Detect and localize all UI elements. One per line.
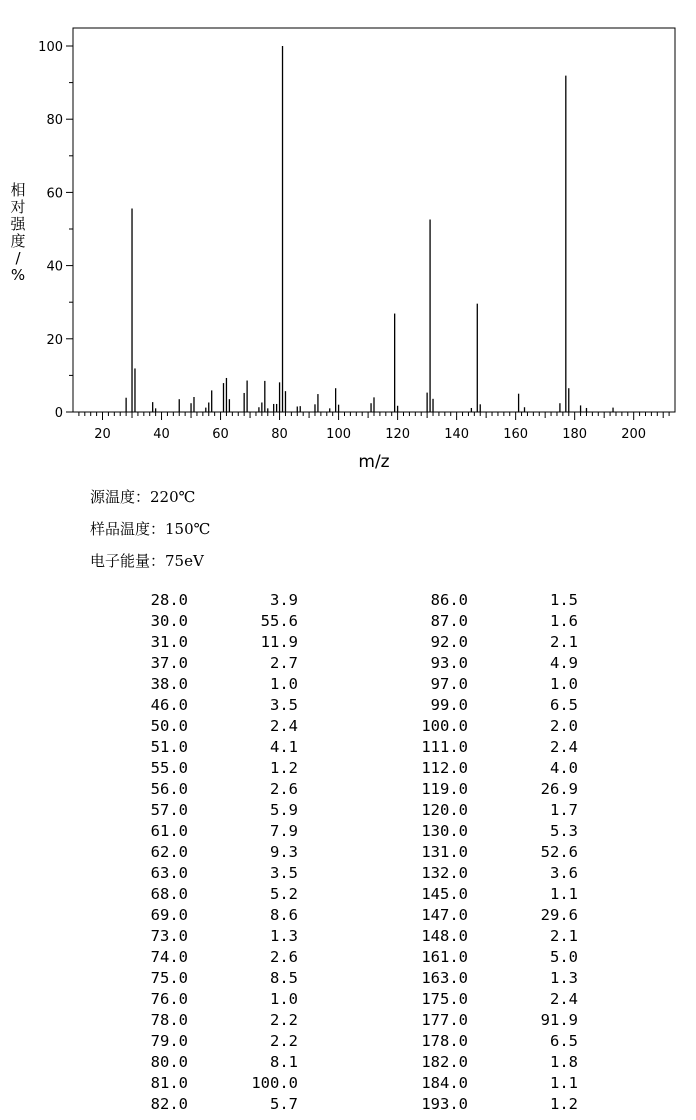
mz-value: 100.0	[421, 717, 468, 735]
table-row	[398, 737, 578, 758]
mz-value: 148.0	[421, 927, 468, 945]
mz-value: 75.0	[150, 969, 188, 987]
abundance-value: 6.5	[550, 1032, 578, 1050]
mz-value: 184.0	[421, 1074, 468, 1092]
table-row	[128, 653, 298, 674]
table-row	[128, 1052, 298, 1073]
y-axis-label-char: /	[15, 249, 21, 267]
mz-value: 56.0	[150, 780, 188, 798]
table-row	[128, 800, 298, 821]
abundance-value: 5.7	[270, 1095, 298, 1113]
mz-value: 93.0	[430, 654, 468, 672]
table-row	[398, 968, 578, 989]
mz-value: 78.0	[150, 1011, 188, 1029]
table-row	[398, 905, 578, 926]
x-axis	[79, 412, 669, 442]
abundance-value: 4.9	[550, 654, 578, 672]
table-row	[398, 1010, 578, 1031]
table-row	[128, 926, 298, 947]
abundance-value: 1.8	[550, 1053, 578, 1071]
table-row	[398, 884, 578, 905]
mz-value: 163.0	[421, 969, 468, 987]
peak-table-right	[398, 590, 578, 1115]
abundance-value: 8.1	[270, 1053, 298, 1071]
mz-value: 175.0	[421, 990, 468, 1008]
x-tick-label: 160	[503, 427, 529, 442]
mz-value: 51.0	[150, 738, 188, 756]
source-temperature: 源温度：220℃	[90, 488, 196, 506]
electron-energy: 电子能量：75eV	[90, 552, 204, 570]
abundance-value: 2.7	[270, 654, 298, 672]
table-row	[398, 800, 578, 821]
table-row	[128, 737, 298, 758]
mz-value: 177.0	[421, 1011, 468, 1029]
mz-value: 76.0	[150, 990, 188, 1008]
mz-value: 50.0	[150, 717, 188, 735]
y-axis-label-char: %	[10, 266, 26, 284]
mz-value: 30.0	[150, 612, 188, 630]
mz-value: 82.0	[150, 1095, 188, 1113]
table-row	[398, 1031, 578, 1052]
abundance-value: 2.1	[550, 633, 578, 651]
mz-value: 61.0	[150, 822, 188, 840]
mz-value: 92.0	[430, 633, 468, 651]
mz-value: 86.0	[430, 591, 468, 609]
table-row	[398, 758, 578, 779]
mz-value: 87.0	[430, 612, 468, 630]
table-row	[128, 947, 298, 968]
table-row	[128, 632, 298, 653]
abundance-value: 1.5	[550, 591, 578, 609]
mz-value: 97.0	[430, 675, 468, 693]
abundance-value: 5.3	[550, 822, 578, 840]
mz-value: 161.0	[421, 948, 468, 966]
y-axis	[38, 40, 73, 421]
mz-value: 31.0	[150, 633, 188, 651]
mz-value: 145.0	[421, 885, 468, 903]
table-row	[128, 821, 298, 842]
mz-value: 55.0	[150, 759, 188, 777]
abundance-value: 2.0	[550, 717, 578, 735]
abundance-value: 2.6	[270, 948, 298, 966]
x-tick-label: 20	[94, 427, 111, 442]
mz-value: 80.0	[150, 1053, 188, 1071]
x-tick-label: 180	[562, 427, 588, 442]
table-row	[128, 695, 298, 716]
abundance-value: 1.0	[270, 990, 298, 1008]
mz-value: 46.0	[150, 696, 188, 714]
table-row	[128, 716, 298, 737]
abundance-value: 1.2	[270, 759, 298, 777]
abundance-value: 2.6	[270, 780, 298, 798]
abundance-value: 9.3	[270, 843, 298, 861]
abundance-value: 1.0	[550, 675, 578, 693]
y-axis-label-char: 对	[10, 198, 26, 216]
table-row	[398, 716, 578, 737]
y-tick-label: 60	[46, 186, 63, 202]
table-row	[398, 1094, 578, 1115]
x-tick-label: 100	[326, 427, 352, 442]
mz-value: 193.0	[421, 1095, 468, 1113]
abundance-value: 2.1	[550, 927, 578, 945]
y-axis-label	[6, 182, 30, 284]
mz-value: 38.0	[150, 675, 188, 693]
abundance-value: 8.6	[270, 906, 298, 924]
abundance-value: 1.3	[550, 969, 578, 987]
table-row	[128, 1010, 298, 1031]
table-row	[128, 905, 298, 926]
table-row	[398, 926, 578, 947]
abundance-value: 91.9	[540, 1011, 578, 1029]
table-row	[128, 842, 298, 863]
table-row	[128, 1031, 298, 1052]
abundance-value: 8.5	[270, 969, 298, 987]
abundance-value: 11.9	[260, 633, 298, 651]
table-row	[398, 653, 578, 674]
abundance-value: 1.1	[550, 1074, 578, 1092]
table-row	[128, 1094, 298, 1115]
abundance-value: 6.5	[550, 696, 578, 714]
mz-value: 74.0	[150, 948, 188, 966]
abundance-value: 26.9	[540, 780, 578, 798]
abundance-value: 1.7	[550, 801, 578, 819]
mz-value: 28.0	[150, 591, 188, 609]
mz-value: 62.0	[150, 843, 188, 861]
peak-table-left	[128, 590, 298, 1115]
peak-series	[126, 46, 613, 412]
table-row	[398, 674, 578, 695]
abundance-value: 29.6	[540, 906, 578, 924]
abundance-value: 2.2	[270, 1011, 298, 1029]
table-row	[398, 1073, 578, 1094]
y-axis-label-char: 相	[10, 181, 26, 199]
x-tick-label: 140	[444, 427, 470, 442]
table-row	[128, 989, 298, 1010]
mz-value: 182.0	[421, 1053, 468, 1071]
y-tick-label: 20	[46, 332, 63, 348]
abundance-value: 3.6	[550, 864, 578, 882]
table-row	[398, 632, 578, 653]
abundance-value: 2.2	[270, 1032, 298, 1050]
table-row	[128, 758, 298, 779]
abundance-value: 5.0	[550, 948, 578, 966]
mz-value: 132.0	[421, 864, 468, 882]
mz-value: 69.0	[150, 906, 188, 924]
table-row	[128, 1073, 298, 1094]
mz-value: 68.0	[150, 885, 188, 903]
table-row	[398, 695, 578, 716]
mz-value: 99.0	[430, 696, 468, 714]
mz-value: 79.0	[150, 1032, 188, 1050]
mz-value: 147.0	[421, 906, 468, 924]
y-tick-label: 0	[54, 406, 63, 421]
abundance-value: 1.3	[270, 927, 298, 945]
abundance-value: 55.6	[260, 612, 298, 630]
table-row	[128, 674, 298, 695]
abundance-value: 5.2	[270, 885, 298, 903]
table-row	[398, 947, 578, 968]
mz-value: 73.0	[150, 927, 188, 945]
abundance-value: 2.4	[270, 717, 298, 735]
abundance-value: 3.5	[270, 696, 298, 714]
y-tick-label: 80	[46, 113, 63, 129]
mz-value: 63.0	[150, 864, 188, 882]
plot-frame	[73, 28, 675, 412]
x-tick-label: 120	[385, 427, 411, 442]
abundance-value: 3.9	[270, 591, 298, 609]
table-row	[398, 842, 578, 863]
abundance-value: 2.4	[550, 990, 578, 1008]
table-row	[398, 590, 578, 611]
mz-value: 57.0	[150, 801, 188, 819]
x-tick-label: 40	[153, 427, 170, 442]
abundance-value: 100.0	[251, 1074, 298, 1092]
abundance-value: 1.2	[550, 1095, 578, 1113]
mz-value: 37.0	[150, 654, 188, 672]
sample-temperature: 样品温度：150℃	[90, 520, 211, 538]
abundance-value: 1.0	[270, 675, 298, 693]
abundance-value: 1.1	[550, 885, 578, 903]
mz-value: 130.0	[421, 822, 468, 840]
x-tick-label: 60	[212, 427, 229, 442]
mz-value: 111.0	[421, 738, 468, 756]
abundance-value: 7.9	[270, 822, 298, 840]
table-row	[128, 779, 298, 800]
table-row	[398, 1052, 578, 1073]
y-axis-label-char: 强	[10, 215, 26, 233]
mass-spectrum-chart	[0, 0, 696, 475]
abundance-value: 1.6	[550, 612, 578, 630]
y-tick-label: 40	[46, 259, 63, 275]
table-row	[398, 779, 578, 800]
abundance-value: 3.5	[270, 864, 298, 882]
table-row	[398, 863, 578, 884]
mz-value: 131.0	[421, 843, 468, 861]
table-row	[398, 611, 578, 632]
table-row	[128, 590, 298, 611]
abundance-value: 5.9	[270, 801, 298, 819]
mz-value: 119.0	[421, 780, 468, 798]
experiment-conditions	[90, 483, 210, 579]
abundance-value: 4.0	[550, 759, 578, 777]
mz-value: 120.0	[421, 801, 468, 819]
x-axis-label: m/z	[358, 452, 390, 472]
abundance-value: 4.1	[270, 738, 298, 756]
table-row	[398, 989, 578, 1010]
mz-value: 112.0	[421, 759, 468, 777]
abundance-value: 2.4	[550, 738, 578, 756]
mz-value: 81.0	[150, 1074, 188, 1092]
mz-value: 178.0	[421, 1032, 468, 1050]
abundance-value: 52.6	[540, 843, 578, 861]
x-tick-label: 80	[271, 427, 288, 442]
y-tick-label: 100	[38, 40, 63, 55]
x-tick-label: 200	[621, 427, 647, 442]
y-axis-label-char: 度	[10, 232, 26, 250]
table-row	[128, 968, 298, 989]
table-row	[398, 821, 578, 842]
table-row	[128, 884, 298, 905]
table-row	[128, 863, 298, 884]
table-row	[128, 611, 298, 632]
